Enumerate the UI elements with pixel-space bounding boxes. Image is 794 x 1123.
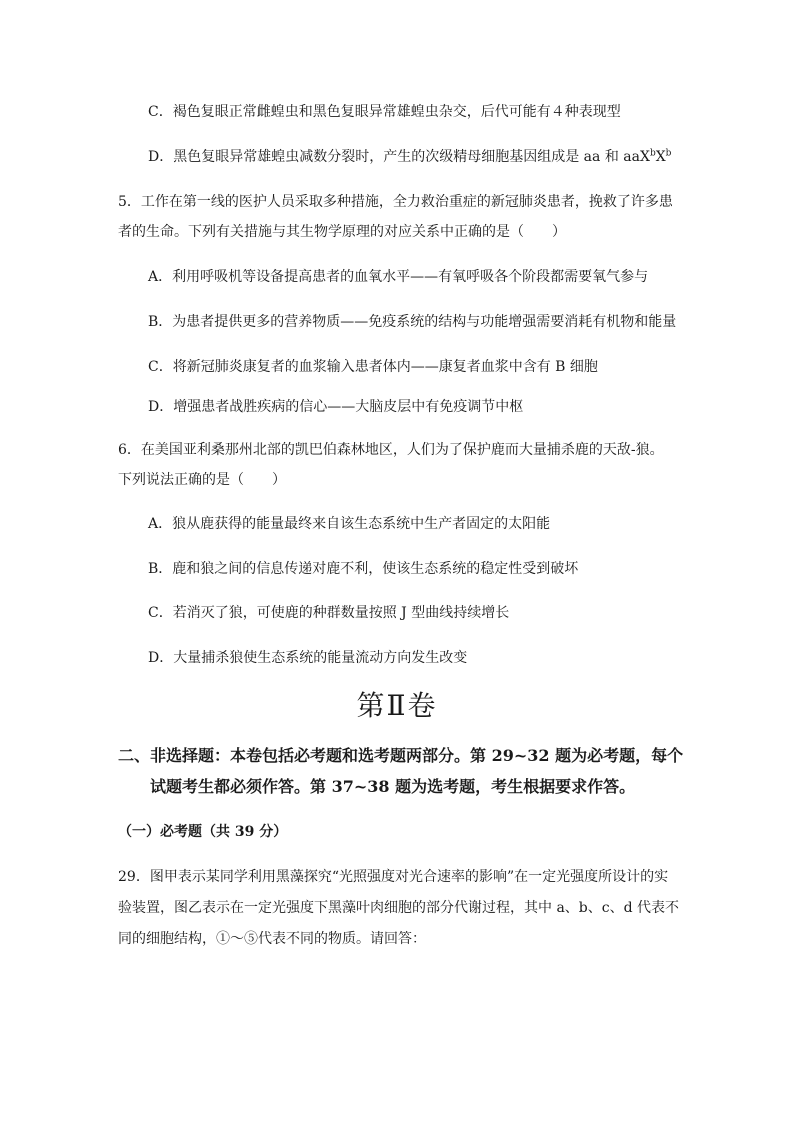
q5-option-d: D．增强患者战胜疾病的信心——大脑皮层中有免疫调节中枢 <box>148 399 524 415</box>
q4-option-c: C．褐色复眼正常雌蝗虫和黑色复眼异常雄蝗虫杂交，后代可能有４种表现型 <box>148 104 621 120</box>
q4-option-d-text: D．黑色复眼异常雄蝗虫减数分裂时，产生的次级精母细胞基因组成是 aa 和 aaX <box>148 149 650 165</box>
q29-text-line-3: 同的细胞结构，①～⑤代表不同的物质。请回答： <box>118 931 426 947</box>
q4-option-d-superscript-2: b <box>665 148 672 159</box>
section-title: 第Ⅱ卷 <box>356 689 438 722</box>
q4-option-d <box>148 147 671 167</box>
q6-option-a: A．狼从鹿获得的能量最终来自该生态系统中生产者固定的太阳能 <box>148 516 551 532</box>
part-two-heading-line-1: 二、非选择题：本卷包括必考题和选考题两部分。第 29~32 题为必考题，每个 <box>118 746 684 765</box>
q5-stem-line-1: 5．工作在第一线的医护人员采取多种措施，全力救治重症的新冠肺炎患者，挽救了许多患 <box>118 194 673 210</box>
q4-option-d-x: X <box>655 149 666 165</box>
q6-option-d: D．大量捕杀狼使生态系统的能量流动方向发生改变 <box>148 650 468 666</box>
q6-stem-line-1: 6．在美国亚利桑那州北部的凯巴伯森林地区，人们为了保护鹿而大量捕杀鹿的天敌-狼。 <box>118 442 664 458</box>
q5-option-a: A．利用呼吸机等设备提高患者的血氧水平——有氧呼吸各个阶段都需要氧气参与 <box>148 269 649 285</box>
part-two-heading-line-2: 试题考生都必须作答。第 37~38 题为选考题，考生根据要求作答。 <box>150 777 636 796</box>
q4-option-d-superscript-1: b <box>649 148 656 159</box>
q29-text-line-2: 验装置，图乙表示在一定光强度下黑藻叶肉细胞的部分代谢过程，其中 a、b、c、d 代表不 <box>118 900 680 916</box>
q6-stem-line-2: 下列说法正确的是（ ） <box>118 472 286 488</box>
q5-option-c: C．将新冠肺炎康复者的血浆输入患者体内——康复者血浆中含有 B 细胞 <box>148 359 598 375</box>
q5-option-b: B．为患者提供更多的营养物质——免疫系统的结构与功能增强需要消耗有机物和能量 <box>148 314 677 330</box>
q6-option-c: C．若消灭了狼，可使鹿的种群数量按照 J 型曲线持续增长 <box>148 605 510 621</box>
q5-stem-line-2: 者的生命。下列有关措施与其生物学原理的对应关系中正确的是（ ） <box>118 224 566 240</box>
required-questions-heading: （一）必考题（共 39 分） <box>118 824 288 840</box>
q29-text-line-1: 29．图甲表示某同学利用黑藻探究“光照强度对光合速率的影响”在一定光强度所设计的实 <box>118 869 669 885</box>
q6-option-b: B．鹿和狼之间的信息传递对鹿不利，使该生态系统的稳定性受到破坏 <box>148 561 579 577</box>
